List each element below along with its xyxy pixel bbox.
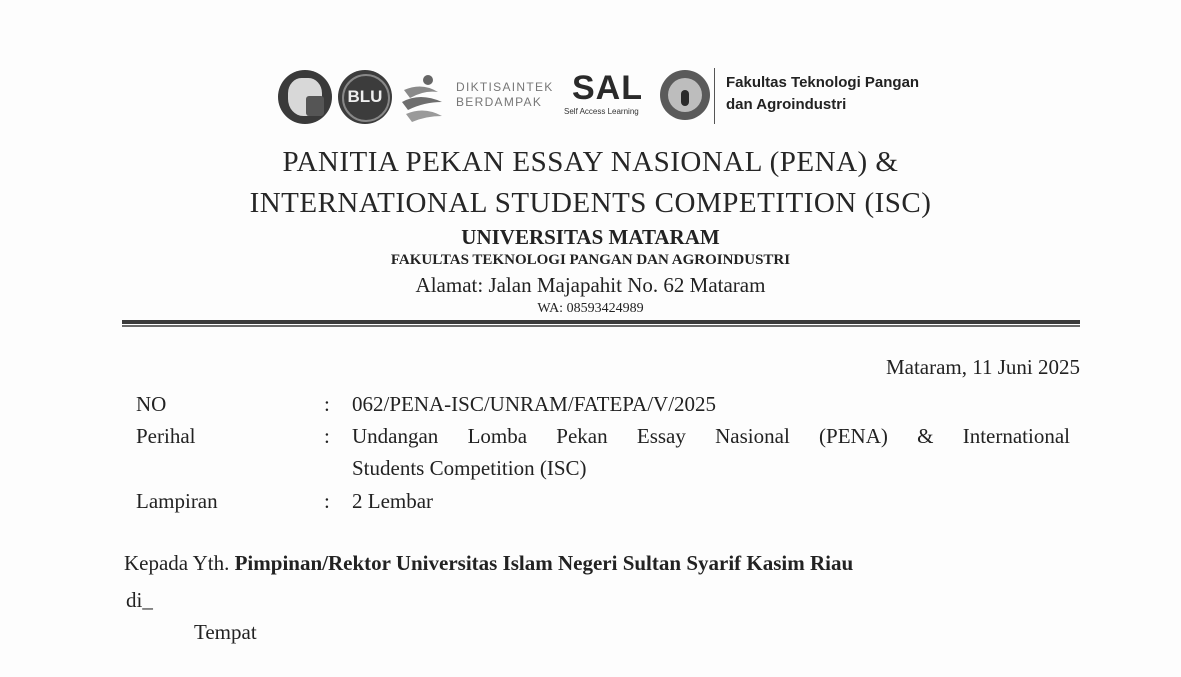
dikti-line2: BERDAMPAK (456, 95, 543, 109)
dikti-line1: DIKTISAINTEK (456, 80, 554, 94)
field-value-perihal: Undangan Lomba Pekan Essay Nasional (PENA) & International (352, 424, 1070, 448)
recipient-name: Pimpinan/Rektor Universitas Islam Negeri Sultan Syarif Kasim Riau (234, 551, 854, 575)
field-label-perihal: Perihal (136, 424, 196, 448)
recipient-di: di_ (126, 588, 153, 612)
garuda-emblem-icon (278, 70, 332, 124)
field-value-perihal-cont: Students Competition (ISC) (352, 456, 587, 480)
blu-logo-text: BLU (347, 87, 383, 106)
letterhead-title-line2: INTERNATIONAL STUDENTS COMPETITION (ISC) (249, 187, 932, 219)
logo-divider (714, 68, 715, 124)
letterhead-address: Alamat: Jalan Majapahit No. 62 Mataram (415, 273, 766, 297)
diktisaintek-logo-icon (398, 72, 446, 124)
field-value-lampiran: 2 Lembar (352, 489, 434, 513)
letter-date: Mataram, 11 Juni 2025 (885, 355, 1080, 379)
field-label-no: NO (136, 392, 167, 416)
sal-subtitle: Self Access Learning (564, 107, 639, 116)
letterhead-university: UNIVERSITAS MATARAM (461, 225, 720, 249)
faculty-line2: dan Agroindustri (726, 96, 847, 113)
field-label-lampiran: Lampiran (136, 489, 218, 513)
field-separator: : (324, 489, 330, 513)
field-value-no: 062/PENA-ISC/UNRAM/FATEPA/V/2025 (352, 392, 717, 416)
letterhead-rule-thick (122, 320, 1080, 324)
faculty-line1: Fakultas Teknologi Pangan (726, 74, 920, 91)
blu-logo-icon (338, 70, 392, 124)
field-separator: : (324, 392, 330, 416)
letterhead-rule-thin (122, 325, 1080, 327)
letterhead-contact: WA: 08593424989 (537, 301, 644, 316)
letterhead-title-line1: PANITIA PEKAN ESSAY NASIONAL (PENA) & (282, 146, 899, 178)
faculty-logo-text (726, 72, 919, 116)
unram-seal-icon (660, 70, 710, 120)
letterhead-faculty: FAKULTAS TEKNOLOGI PANGAN DAN AGROINDUSTRI (390, 252, 791, 268)
diktisaintek-wordmark (456, 80, 554, 110)
logo-strip (276, 66, 976, 126)
recipient-tempat: Tempat (194, 620, 257, 644)
recipient-line (124, 551, 853, 575)
sal-logo-icon: SAL (572, 69, 643, 107)
field-separator: : (324, 424, 330, 448)
recipient-prefix: Kepada Yth. (124, 551, 230, 575)
